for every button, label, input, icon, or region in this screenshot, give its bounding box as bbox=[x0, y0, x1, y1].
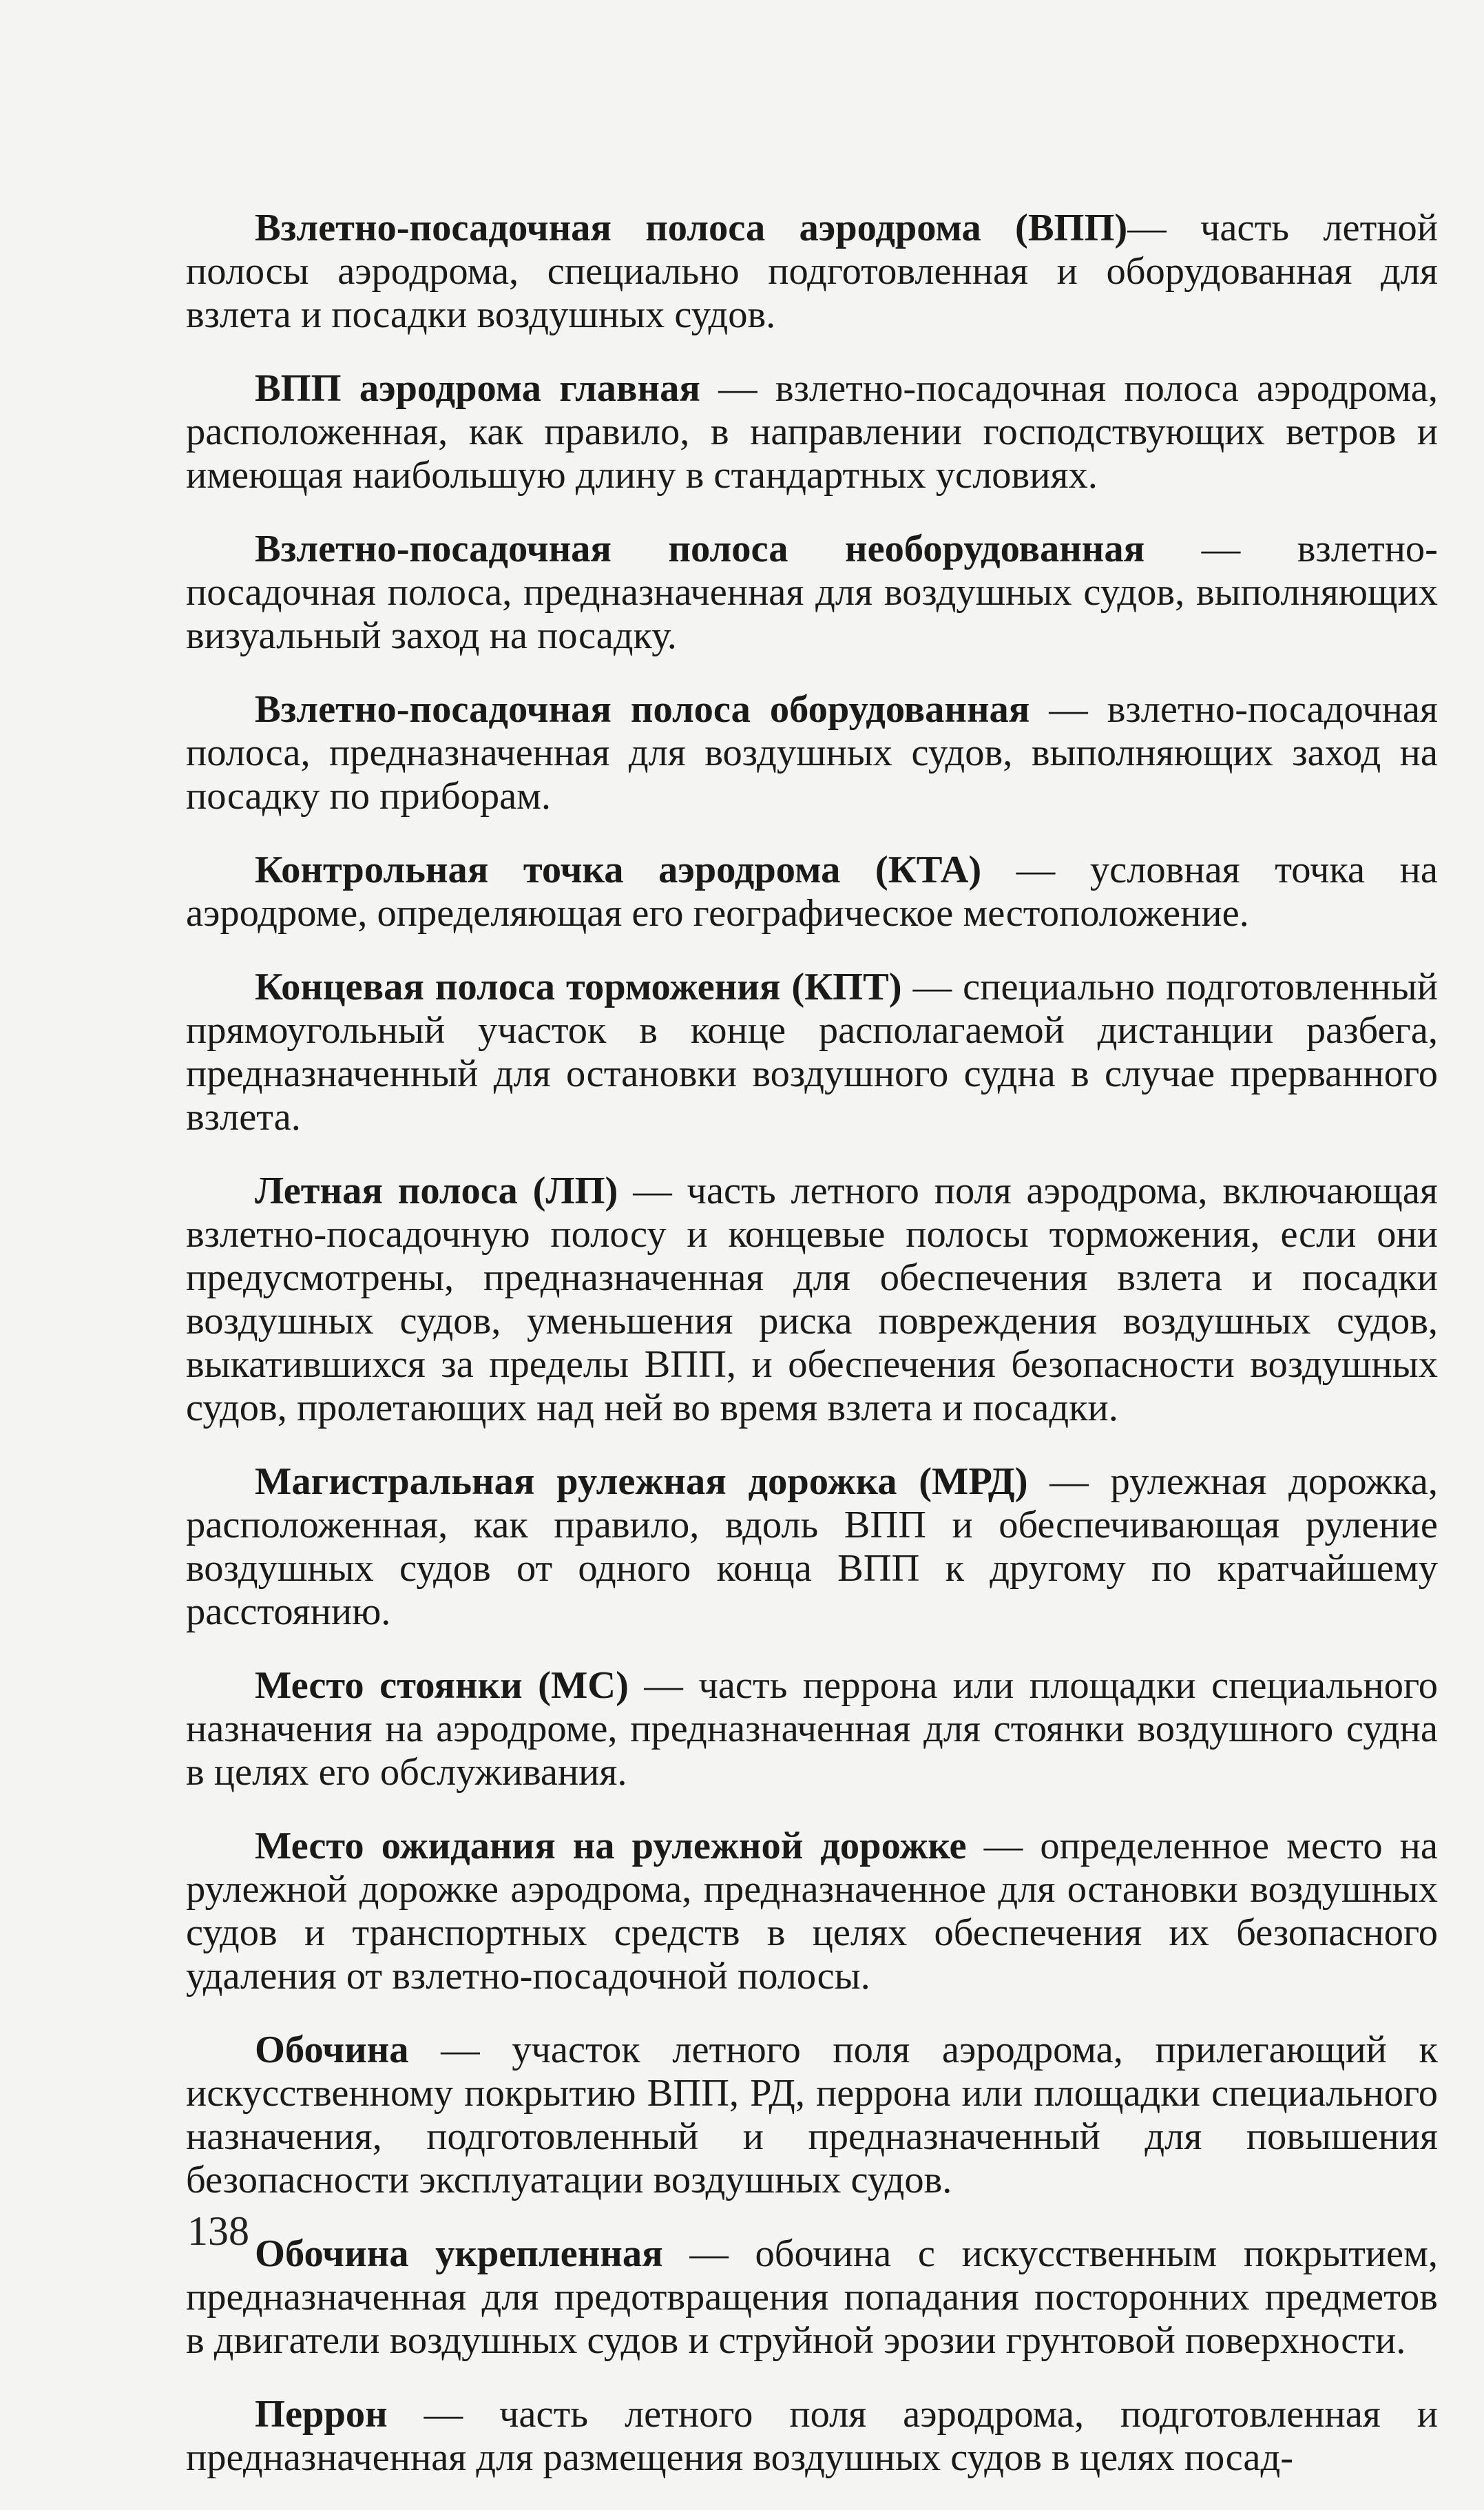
entry-holding-place bbox=[186, 1825, 1438, 1998]
entry-kta bbox=[186, 849, 1438, 935]
term: Обочина укрепленная bbox=[255, 2232, 663, 2275]
term: Место ожидания на рулежной дорожке bbox=[255, 1825, 967, 1867]
definition: — специально подготовленный прямоугольный участок в конце располагаемой дистанции разбега, предназначенный для остановки воздушного судна в случае прерванного взлета. bbox=[186, 966, 1438, 1139]
entry-shoulder bbox=[186, 2029, 1438, 2202]
entry-ms bbox=[186, 1664, 1438, 1794]
term: Место стоянки (МС) bbox=[255, 1664, 629, 1707]
term: Взлетно-посадочная полоса необорудованная bbox=[255, 528, 1145, 570]
definition: — рулежная дорожка, расположенная, как правило, вдоль ВПП и обеспечивающая руление воздушных судов от одного конца ВПП к другому по кратчайшему расстоянию. bbox=[186, 1460, 1438, 1633]
definition: — определенное место на рулежной дорожке аэродрома, предназначенное для остановки воздушных судов и транспортных средств в целях обеспечения их безопасного удаления от взлетно-посадочной полосы. bbox=[186, 1825, 1438, 1998]
definition: — часть летного поля аэродрома, включающая взлетно-посадочную полосу и концевые полосы торможения, если они предусмотрены, предназначенная для обеспечения взлета и посадки воздушных судов, уменьшения риска повреждения воздушных судов, выкатившихся за пределы ВПП, и обеспечения безопасности воздушных судов, пролетающих над ней во время взлета и посадки. bbox=[186, 1170, 1439, 1429]
entry-runway-equipped bbox=[186, 688, 1438, 818]
definition: — взлетно-посадочная полоса аэродрома, расположенная, как правило, в направлении господствующих ветров и имеющая наибольшую длину в стандартных условиях. bbox=[186, 367, 1438, 497]
term: ВПП аэродрома главная bbox=[255, 367, 700, 410]
term: Обочина bbox=[255, 2029, 409, 2071]
definition: — обочина с искусственным покрытием, предназначенная для предотвращения попадания посторонних предметов в двигатели воздушных судов и струйной эрозии грунтовой поверхности. bbox=[186, 2232, 1438, 2362]
definition: — взлетно-посадочная полоса, предназначенная для воздушных судов, выполняющих заход на посадку по приборам. bbox=[186, 688, 1438, 818]
definition: — участок летного поля аэродрома, прилегающий к искусственному покрытию ВПП, РД, перрона или площадки специального назначения, подготовленный и предназначенный для повышения безопасности эксплуатации воздушных судов. bbox=[186, 2029, 1438, 2201]
entry-apron bbox=[186, 2393, 1438, 2480]
entry-mrd bbox=[186, 1460, 1438, 1634]
definition: — часть летного поля аэродрома, подготовленная и предназначенная для размещения воздушных судов в целях посад- bbox=[186, 2393, 1438, 2479]
entry-vpp-main bbox=[186, 367, 1438, 497]
definition: — условная точка на аэродроме, определяющая его географическое местоположение. bbox=[186, 849, 1438, 935]
definition: — часть летной полосы аэродрома, специально подготовленная и оборудованная для взлета и посадки воздушных судов. bbox=[186, 207, 1439, 336]
term: Концевая полоса торможения (КПТ) bbox=[255, 966, 902, 1008]
term: Взлетно-посадочная полоса оборудованная bbox=[255, 688, 1030, 731]
page-number: 138 bbox=[187, 2208, 249, 2254]
term: Контрольная точка аэродрома (КТА) bbox=[255, 849, 982, 891]
entry-vpp bbox=[186, 207, 1438, 337]
definition: — взлетно-посадочная полоса, предназначенная для воздушных судов, выполняющих визуальный заход на посадку. bbox=[186, 528, 1438, 657]
document-page bbox=[186, 207, 1438, 2510]
entry-kpt bbox=[186, 966, 1438, 1139]
term: Летная полоса (ЛП) bbox=[255, 1170, 618, 1212]
entry-shoulder-reinforced bbox=[186, 2232, 1438, 2363]
entry-runway-unequipped bbox=[186, 528, 1438, 658]
definition: — часть перрона или площадки специального назначения на аэродроме, предназначенная для стоянки воздушного судна в целях его обслуживания. bbox=[186, 1664, 1438, 1794]
entry-lp bbox=[186, 1170, 1438, 1430]
term: Взлетно-посадочная полоса аэродрома (ВПП) bbox=[255, 207, 1128, 249]
term: Перрон bbox=[255, 2393, 388, 2436]
term: Магистральная рулежная дорожка (МРД) bbox=[255, 1460, 1028, 1503]
